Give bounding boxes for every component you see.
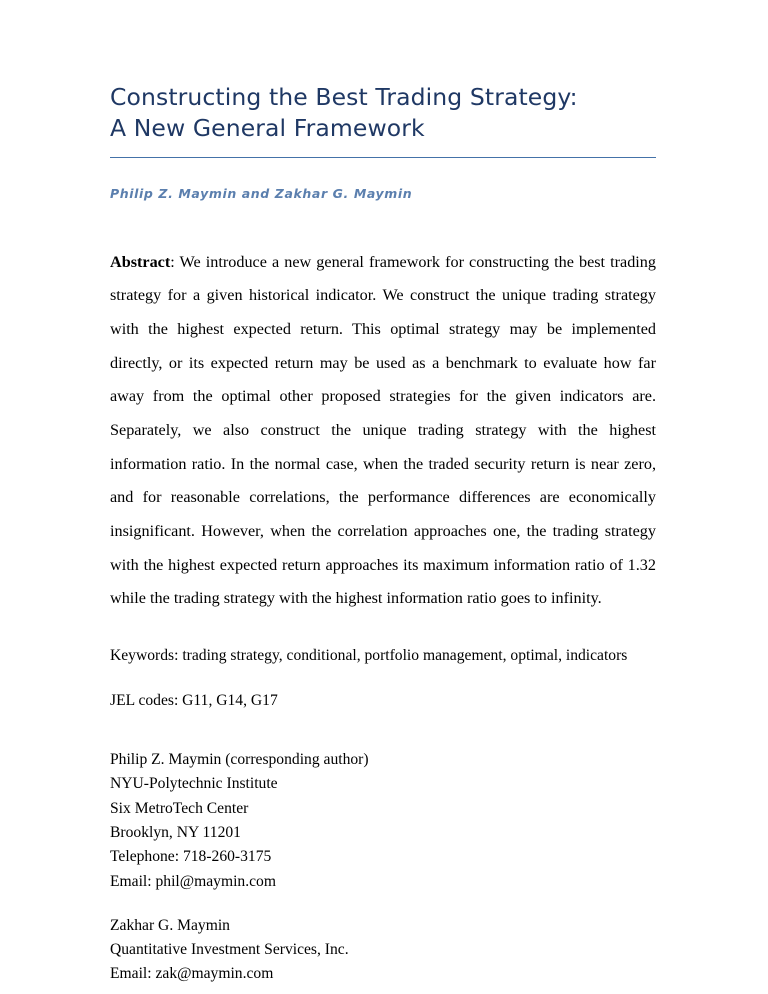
jel-codes-line: JEL codes: G11, G14, G17 xyxy=(110,692,278,709)
contact-line: Quantitative Investment Services, Inc. xyxy=(110,941,349,959)
abstract-body: : We introduce a new general framework for constructing the best trading strategy for a given historical indicator. We construct the unique trading strategy with the highest expected return. This optimal strategy may be implemented directly, or its expected return may be used as a benchmark to evaluate how far away from the optimal other proposed strategies for the given indicators are. Separately, we also construct the unique trading strategy with the highest information ratio. In the normal case, when the traded security return is near zero, and for reasonable correlations, the performance differences are economically insignificant. However, when the correlation approaches one, the trading strategy with the highest expected return approaches its maximum information ratio of 1.32 while the trading strategy with the highest information ratio goes to infinity. xyxy=(110,252,656,608)
abstract-paragraph xyxy=(110,246,656,617)
document-content xyxy=(110,82,656,987)
contact-block-secondary xyxy=(110,914,656,987)
contact-line: Zakhar G. Maymin xyxy=(110,916,230,934)
contact-line: Brooklyn, NY 11201 xyxy=(110,823,241,841)
contact-line: Email: phil@maymin.com xyxy=(110,872,276,890)
page-title xyxy=(110,82,656,158)
title-line-1: Constructing the Best Trading Strategy: xyxy=(110,83,578,111)
contact-line: NYU-Polytechnic Institute xyxy=(110,775,278,793)
abstract-label: Abstract xyxy=(110,252,171,271)
keywords-line: Keywords: trading strategy, conditional, portfolio management, optimal, indicators xyxy=(110,647,628,665)
title-line-2: A New General Framework xyxy=(110,114,425,143)
contact-block-primary xyxy=(110,748,656,894)
contact-line: Email: zak@maymin.com xyxy=(110,965,274,983)
contact-line: Philip Z. Maymin (corresponding author) xyxy=(110,750,369,768)
authors-line: Philip Z. Maymin and Zakhar G. Maymin xyxy=(110,185,413,201)
contact-line: Telephone: 718-260-3175 xyxy=(110,848,272,866)
contact-line: Six MetroTech Center xyxy=(110,799,249,817)
